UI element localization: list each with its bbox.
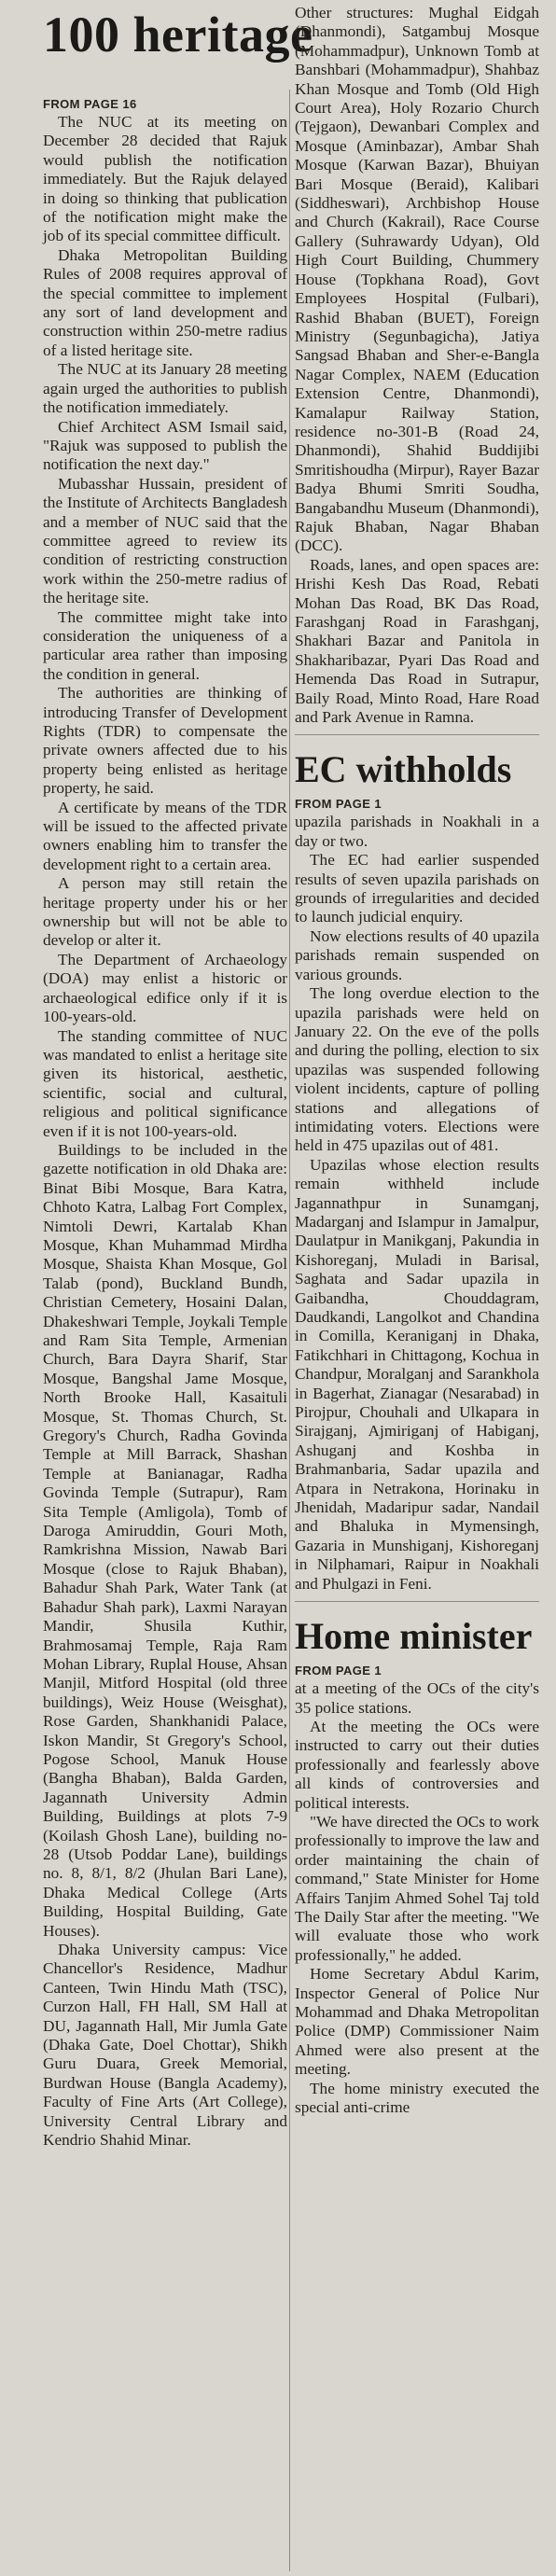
home-story-paragraph: Home Secretary Abdul Karim, Inspector General of Police Nur Mohammad and Dhaka Metropolitan Police (DMP) Commissioner Naim Ahmed were also present at the meeting. xyxy=(295,1965,539,2079)
main-story-paragraph: Mubasshar Hussain, president of the Institute of Architects Bangladesh and a member of NUC said that the committee agreed to review its condition of restricting construction work within the 250-metre radius of the heritage site. xyxy=(43,474,287,607)
main-story-paragraph: The standing committee of NUC was mandated to enlist a heritage site given its historical, aesthetic, scientific, social and cultural, religious and political significance even if it is not 100-years-old. xyxy=(43,1026,287,1140)
ec-story-from-page: FROM PAGE 1 xyxy=(295,797,382,812)
home-story-from-page: FROM PAGE 1 xyxy=(295,1664,382,1678)
main-story-paragraph: The NUC at its meeting on December 28 decided that Rajuk would publish the notification immediately. But the Rajuk delayed in doing so thinking that publication of the notification might make the job of its special committee difficult. xyxy=(43,113,287,245)
home-story-paragraph: At the meeting the OCs were instructed to carry out their duties professionally and fearlessly above all kinds of controversies and political interests. xyxy=(295,1717,539,1812)
right-column xyxy=(295,4,539,2117)
main-story-paragraph: Buildings to be included in the gazette notification in old Dhaka are: Binat Bibi Mosque, Bara Katra, Chhoto Katra, Lalbag Fort Complex, Nimtoli Dewri, Kartalab Khan Mosque, Khan Muhammad Mirdha Mosque, Shaista Khan Mosque, Gol Talab (pond), Buckland Bundh, Christian Cemetery, Hosaini Dalan, Dhakeshwari Temple, Joykali Temple and Ram Sita Temple, Armenian Church, Bara Dayra Sharif, Star Mosque, Bangshal Jame Mosque, North Brooke Hall, Kasaituli Mosque, St. Thomas Church, St. Gregory's Church, Radha Govinda Temple at Mill Barrack, Shashan Temple at Banianagar, Radha Govinda Temple (Sutrapur), Ram Sita Temple (Amligola), Tomb of Daroga Amiruddin, Gouri Moth, Ramkrishna Mission, Nawab Bari Mosque (close to Rajuk Bhaban), Bahadur Shah Park, Water Tank (at Bahadur Shah park), Laxmi Narayan Mandir, Shusila Kuthir, Brahmosamaj Temple, Raja Ram Mohan Library, Ruplal House, Ahsan Manjil, Mitford Hospital (old three buildings), Weiz House (Weisghat), Rose Garden, Shankhanidi Palace, Iskon Mandir, St Gregory's School, Pogose School, Manuk House (Bangha Bhaban), Balda Garden, Jagannath University Admin Building, Buildings at plots 7-9 (Koilash Ghosh Lane), building no-28 (Utsob Poddar Lane), buildings no. 8, 8/1, 8/2 (Jhulan Bari Lane), Dhaka Medical College (Arts Building, Hospital Building, Gate Houses). xyxy=(43,1140,287,1940)
main-story-paragraph: Other structures: Mughal Eidgah (Dhanmondi), Satgambuj Mosque (Mohammadpur), Unknown Tomb at Banshbari (Mohammadpur), Shahbaz Khan Mosque and Tomb (Old High Court Area), Holy Rozario Church (Tejgaon), Dewanbari Complex and Mosque (Aminbazar), Ambar Shah Mosque (Karwan Bazar), Bhuiyan Bari Mosque (Beraid), Kalibari (Siddheswari), Archbishop House and Church (Kakrail), Race Course Gallery (Suhrawardy Udyan), Old High Court Building, Chummery House (Topkhana Road), Govt Employees Hospital (Fulbari), Rashid Bhaban (BUET), Foreign Ministry (Segunbagicha), Jatiya Sangsad Bhaban and Sher-e-Bangla Nagar Complex, NAEM (Education Extension Centre, Dhanmondi), Kamalapur Railway Station, residence no-301-B (Road 24, Dhanmondi), Shahid Buddijibi Smritishoudha (Mirpur), Rayer Bazar Badya Bhumi Smriti Soudha, Bangabandhu Museum (Dhanmondi), Rajuk Bhaban, Nagar Bhaban (DCC). xyxy=(295,4,539,555)
main-story-column-left xyxy=(43,97,287,2150)
main-story-from-page: FROM PAGE 16 xyxy=(43,97,137,111)
home-minister-headline: Home minister xyxy=(295,1615,533,1658)
section-divider xyxy=(295,1601,539,1602)
ec-story-paragraph: upazila parishads in Noakhali in a day or two. xyxy=(295,813,539,850)
column-divider xyxy=(289,90,290,2571)
ec-story-paragraph: Now elections results of 40 upazila parishads remain suspended on various grounds. xyxy=(295,926,539,983)
main-story-paragraph: The committee might take into consideration the uniqueness of a particular area rather than imposing the condition in general. xyxy=(43,607,287,683)
ec-story-paragraph: The long overdue election to the upazila parishads were held on January 22. On the eve of the polls and during the polling, election to six upazilas was suspended following violent incidents, capture of polling stations and allegations of intimidating voters. Elections were held in 475 upazilas out of 481. xyxy=(295,984,539,1155)
ec-story-paragraph: The EC had earlier suspended results of seven upazila parishads on grounds of irregularities and decided to launch judicial enquiry. xyxy=(295,851,539,926)
main-story-paragraph: A certificate by means of the TDR will be issued to the affected private owners enabling him to transfer the development right to a certain area. xyxy=(43,798,287,873)
main-story-paragraph: Dhaka Metropolitan Building Rules of 2008 requires approval of the special committee to implement any sort of land development and construction within 250-metre radius of a listed heritage site. xyxy=(43,245,287,359)
home-story-paragraph: "We have directed the OCs to work professionally to improve the law and order maintaining the chain of command," State Minister for Home Affairs Tanjim Ahmed Sohel Taj told The Daily Star after the meeting. "We will evaluate those who work professionally," he added. xyxy=(295,1812,539,1964)
main-story-paragraph: The authorities are thinking of introducing Transfer of Development Rights (TDR) to compensate the private owners affected due to his property being enlisted as heritage property, he said. xyxy=(43,684,287,798)
ec-story-paragraph: Upazilas whose election results remain withheld include Jagannathpur in Sunamganj, Madarganj and Islampur in Jamalpur, Daulatpur in Manikganj, Pakundia in Kishoreganj, Muladi in Barisal, Saghata and Sadar upazila in Gaibandha, Chouddagram, Daudkandi, Langolkot and Chandina in Comilla, Keraniganj in Dhaka, Fatikchhari in Chittagong, Kochua in Chandpur, Moralganj and Sarankhola in Bagerhat, Zianagar (Nesarabad) in Pirojpur, Chouhali and Ulkapara in Sirajganj, Ajmiriganj of Habiganj, Ashuganj and Koshba in Brahmanbaria, Sadar upazila and Atpara in Netrakona, Horinaku in Jhenidah, Madaripur sadar, Nandail and Bhaluka in Mymensingh, Gazaria in Munshiganj, Kishoreganj in Nilphamari, Raipur in Noakhali and Phulgazi in Feni. xyxy=(295,1155,539,1593)
main-story-paragraph: A person may still retain the heritage property under his or her ownership but will not be able to develop or alter it. xyxy=(43,874,287,950)
main-story-paragraph: The Department of Archaeology (DOA) may enlist a historic or archaeological edifice only if it is 100-years-old. xyxy=(43,950,287,1026)
main-story-paragraph: Dhaka University campus: Vice Chancellor's Residence, Madhur Canteen, Twin Hindu Math (TSC), Curzon Hall, FH Hall, SM Hall at DU, Jagannath Hall, Mir Jumla Gate (Dhaka Gate, Doel Chottar), Shikh Guru Duara, Greek Memorial, Burdwan House (Bangla Academy), Faculty of Fine Arts (Art College), University Central Library and Kendrio Shahid Minar. xyxy=(43,1941,287,2150)
ec-headline: EC withholds xyxy=(295,748,512,791)
home-story-paragraph: at a meeting of the OCs of the city's 35 police stations. xyxy=(295,1679,539,1717)
main-story-paragraph: Roads, lanes, and open spaces are: Hrishi Kesh Das Road, Rebati Mohan Das Road, BK Das Road, Farashganj Road in Farashganj, Shakhari Bazar and Panitola in Shakharibazar, Pyari Das Road and Hemenda Das Road in Sutrapur, Baily Road, Minto Road, Hare Road and Park Avenue in Ramna. xyxy=(295,555,539,727)
main-story-paragraph: Chief Architect ASM Ismail said, "Rajuk was supposed to publish the notification the next day." xyxy=(43,417,287,474)
home-story-paragraph: The home ministry executed the special anti-crime xyxy=(295,2079,539,2117)
section-divider xyxy=(295,734,539,735)
main-story-paragraph: The NUC at its January 28 meeting again urged the authorities to publish the notification immediately. xyxy=(43,360,287,417)
main-headline: 100 heritage xyxy=(43,7,313,63)
